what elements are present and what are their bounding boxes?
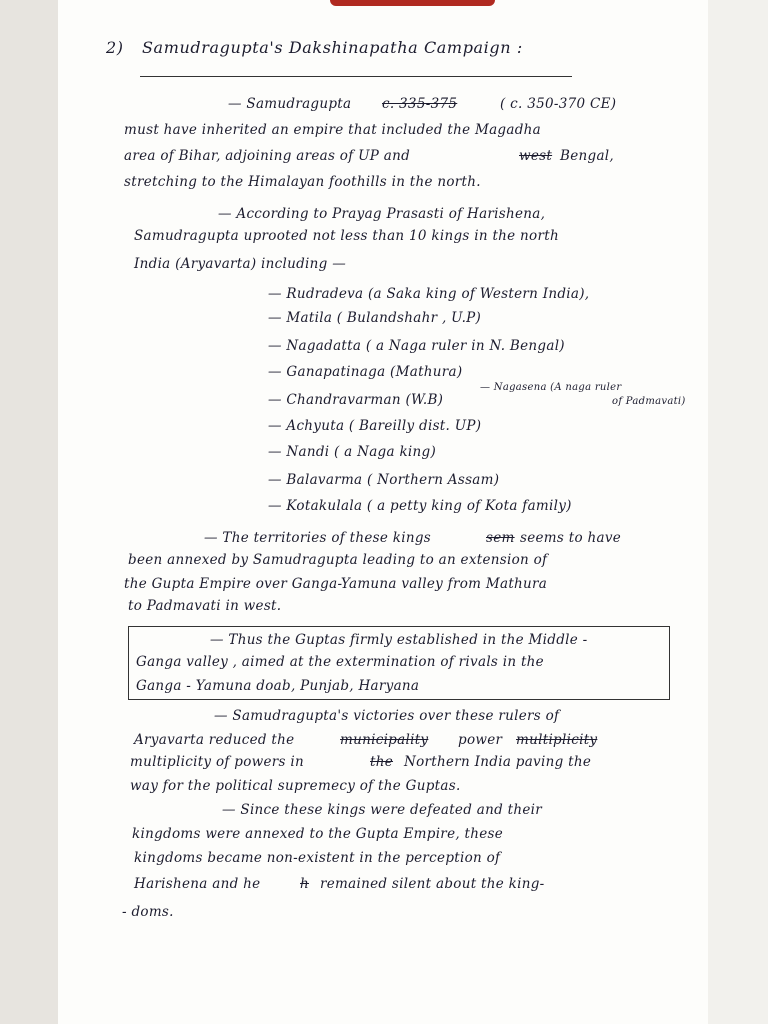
para4-line1: — Samudragupta's victories over these rulers of [214, 708, 560, 724]
para2-line1: — According to Prayag Prasasti of Harishena, [218, 206, 546, 222]
para5-line5: - doms. [122, 904, 174, 920]
para4-line4: way for the political supremecy of the Guptas. [130, 778, 461, 794]
para4-line3-struck: the [370, 754, 394, 770]
para3-line3: the Gupta Empire over Ganga-Yamuna valley from Mathura [124, 576, 548, 592]
para3-line1-struck: sem [486, 530, 515, 546]
para3-line1-suffix: seems to have [520, 530, 622, 546]
para3-line4: to Padmavati in west. [128, 598, 282, 614]
para5-line4-struck: h [300, 876, 309, 892]
boxed-line3: Ganga - Yamuna doab, Punjab, Haryana [136, 678, 420, 694]
para1-line1-suffix: ( c. 350-370 CE) [500, 96, 617, 112]
list-item: — Nagadatta ( a Naga ruler in N. Bengal) [268, 338, 565, 354]
para4-line2-struck2: multiplicity [516, 732, 598, 748]
list-item: — Rudradeva (a Saka king of Western India), [268, 286, 590, 302]
list-item: — Kotakulala ( a petty king of Kota family) [268, 498, 572, 514]
heading-number: 2) [106, 38, 124, 57]
para3-line2: been annexed by Samudragupta leading to an extension of [128, 552, 548, 568]
para5-line2: kingdoms were annexed to the Gupta Empire, these [132, 826, 504, 842]
para2-line3: India (Aryavarta) including — [134, 256, 347, 272]
side-note-line2: of Padmavati) [612, 396, 686, 407]
para3-line1-prefix: — The territories of these kings [204, 530, 432, 546]
para5-line1: — Since these kings were defeated and their [222, 802, 543, 818]
para1-line4: stretching to the Himalayan foothills in the north. [124, 174, 481, 190]
list-item: — Ganapatinaga (Mathura) [268, 364, 463, 380]
para1-line1-struck: c. 335-375 [382, 96, 458, 112]
para4-line2-prefix: Aryavarta reduced the [134, 732, 295, 748]
para4-line3-prefix: multiplicity of powers in [130, 754, 304, 770]
list-item: — Achyuta ( Bareilly dist. UP) [268, 418, 482, 434]
para4-line3-suffix: Northern India paving the [404, 754, 592, 770]
page-edge [708, 0, 768, 1024]
para5-line4-suffix: remained silent about the king- [320, 876, 545, 892]
boxed-line1: — Thus the Guptas firmly established in the Middle - [210, 632, 588, 648]
list-item: — Balavarma ( Northern Assam) [268, 472, 500, 488]
binding-mark [330, 0, 495, 6]
para4-line2-struck1: municipality [340, 732, 429, 748]
para1-line3-prefix: area of Bihar, adjoining areas of UP and [124, 148, 411, 164]
para4-line2-mid: power [458, 732, 503, 748]
para2-line2: Samudragupta uprooted not less than 10 kings in the north [134, 228, 559, 244]
para1-line2: must have inherited an empire that included the Magadha [124, 122, 542, 138]
list-item: — Matila ( Bulandshahr , U.P) [268, 310, 482, 326]
para5-line4-prefix: Harishena and he [134, 876, 261, 892]
page-title: Samudragupta's Dakshinapatha Campaign : [142, 38, 523, 57]
para1-line3-struck: west [519, 148, 553, 164]
side-note-line1: — Nagasena (A naga ruler [480, 382, 622, 393]
para5-line3: kingdoms became non-existent in the perception of [134, 850, 501, 866]
list-item: — Chandravarman (W.B) [268, 392, 444, 408]
para1-line3-suffix: Bengal, [560, 148, 615, 164]
boxed-line2: Ganga valley , aimed at the extermination of rivals in the [136, 654, 544, 670]
para1-line1-prefix: — Samudragupta [228, 96, 352, 112]
list-item: — Nandi ( a Naga king) [268, 444, 437, 460]
title-underline [140, 76, 572, 77]
